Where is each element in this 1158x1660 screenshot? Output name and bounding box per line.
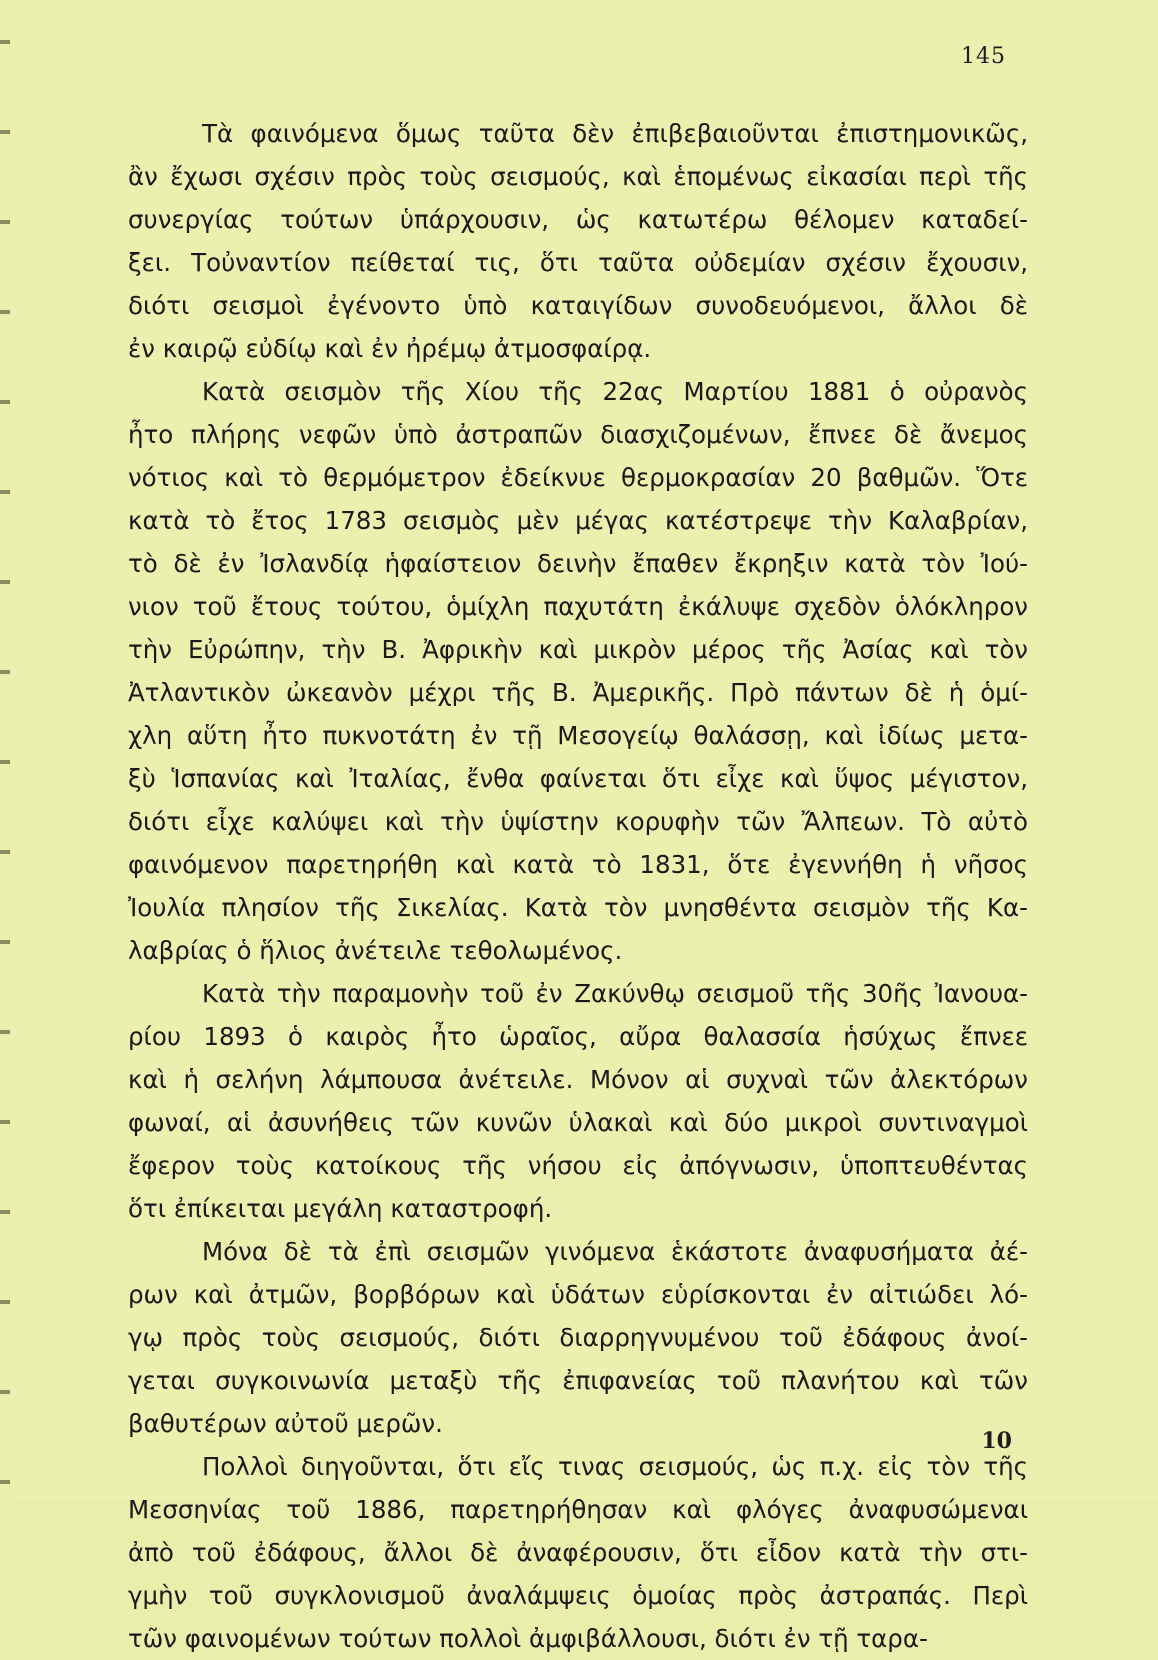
text-line: ἐν καιρῷ εὐδίῳ καὶ ἐν ἠρέμῳ ἀτμοσφαίρᾳ. bbox=[128, 334, 652, 363]
text-line: βαθυτέρων αὐτοῦ μερῶν. bbox=[128, 1409, 443, 1438]
text-line: Μόνα δὲ τὰ ἐπὶ σεισμῶν γινόμενα ἑκάστοτε ἀναφυσήματα ἀέ- bbox=[202, 1237, 1028, 1266]
paragraph bbox=[128, 972, 1028, 1230]
text-line: Ἀτλαντικὸν ὠκεανὸν μέχρι τῆς Β. Ἀμερικῆς. Πρὸ πάντων δὲ ἡ ὁμί- bbox=[128, 678, 1028, 707]
text-line: φωναί, αἱ ἀσυνήθεις τῶν κυνῶν ὑλακαὶ καὶ δύο μικροὶ συντιναγμοὶ bbox=[128, 1108, 1028, 1137]
text-line: ἔφερον τοὺς κατοίκους τῆς νήσου εἰς ἀπόγνωσιν, ὑποπτευθέντας bbox=[128, 1151, 1028, 1180]
text-line: Πολλοὶ διηγοῦνται, ὅτι εἴς τινας σεισμούς, ὡς π.χ. εἰς τὸν τῆς bbox=[202, 1452, 1028, 1481]
text-line: φαινόμενον παρετηρήθη καὶ κατὰ τὸ 1831, ὅτε ἐγεννήθη ἡ νῆσος bbox=[128, 850, 1028, 879]
page-number: 145 bbox=[961, 44, 1006, 69]
text-line: Κατὰ τὴν παραμονὴν τοῦ ἐν Ζακύνθῳ σεισμοῦ τῆς 30ῆς Ἰανουα- bbox=[202, 979, 1028, 1008]
text-line: Ἰουλία πλησίον τῆς Σικελίας. Κατὰ τὸν μνησθέντα σεισμὸν τῆς Κα- bbox=[128, 893, 1028, 922]
signature-mark: 10 bbox=[981, 1428, 1012, 1454]
text-line: διότι εἶχε καλύψει καὶ τὴν ὑψίστην κορυφὴν τῶν Ἄλπεων. Τὸ αὐτὸ bbox=[128, 807, 1028, 836]
text-line: ἀπὸ τοῦ ἐδάφους, ἄλλοι δὲ ἀναφέρουσιν, ὅτι εἶδον κατὰ τὴν στι- bbox=[128, 1538, 1028, 1567]
text-line: ρίου 1893 ὁ καιρὸς ἦτο ὡραῖος, αὔρα θαλασσία ἡσύχως ἔπνεε bbox=[128, 1022, 1028, 1051]
text-line: ὅτι ἐπίκειται μεγάλη καταστροφή. bbox=[128, 1194, 553, 1223]
text-line: Μεσσηνίας τοῦ 1886, παρετηρήθησαν καὶ φλόγες ἀναφυσώμεναι bbox=[128, 1495, 1028, 1524]
text-line: κατὰ τὸ ἔτος 1783 σεισμὸς μὲν μέγας κατέστρεψε τὴν Καλαβρίαν, bbox=[128, 506, 1028, 535]
text-line: τὴν Εὐρώπην, τὴν Β. Ἀφρικὴν καὶ μικρὸν μέρος τῆς Ἀσίας καὶ τὸν bbox=[128, 635, 1028, 664]
text-line: γμὴν τοῦ συγκλονισμοῦ ἀναλάμψεις ὁμοίας πρὸς ἀστραπάς. Περὶ bbox=[128, 1581, 1028, 1610]
text-line: γεται συγκοινωνία μεταξὺ τῆς ἐπιφανείας τοῦ πλανήτου καὶ τῶν bbox=[128, 1366, 1028, 1395]
text-line: λαβρίας ὁ ἥλιος ἀνέτειλε τεθολωμένος. bbox=[128, 936, 623, 965]
page-body bbox=[128, 112, 1028, 1660]
paragraph bbox=[128, 1445, 1028, 1660]
paragraph bbox=[128, 112, 1028, 370]
text-line: γῳ πρὸς τοὺς σεισμούς, διότι διαρρηγνυμένου τοῦ ἐδάφους ἀνοί- bbox=[128, 1323, 1028, 1352]
text-line: νιον τοῦ ἔτους τούτου, ὁμίχλη παχυτάτη ἐκάλυψε σχεδὸν ὁλόκληρον bbox=[128, 592, 1028, 621]
text-line: ξὺ Ἱσπανίας καὶ Ἰταλίας, ἔνθα φαίνεται ὅτι εἶχε καὶ ὕψος μέγιστον, bbox=[128, 764, 1028, 793]
text-line: Τὰ φαινόμενα ὅμως ταῦτα δὲν ἐπιβεβαιοῦνται ἐπιστημονικῶς, bbox=[202, 119, 1028, 148]
text-line: συνεργίας τούτων ὑπάρχουσιν, ὡς κατωτέρω θέλομεν καταδεί- bbox=[128, 205, 1028, 234]
paragraph bbox=[128, 1230, 1028, 1445]
text-line: ἂν ἔχωσι σχέσιν πρὸς τοὺς σεισμούς, καὶ ἑπομένως εἰκασίαι περὶ τῆς bbox=[128, 162, 1028, 191]
text-line: χλη αὕτη ἦτο πυκνοτάτη ἐν τῇ Μεσογείῳ θαλάσσῃ, καὶ ἰδίως μετα- bbox=[128, 721, 1028, 750]
page-left-edge bbox=[0, 0, 10, 1500]
text-line: ρων καὶ ἀτμῶν, βορβόρων καὶ ὑδάτων εὑρίσκονται ἐν αἰτιώδει λό- bbox=[128, 1280, 1028, 1309]
text-line: ξει. Τοὐναντίον πείθεταί τις, ὅτι ταῦτα οὐδεμίαν σχέσιν ἔχουσιν, bbox=[128, 248, 1028, 277]
text-line: καὶ ἡ σελήνη λάμπουσα ἀνέτειλε. Μόνον αἱ συχναὶ τῶν ἀλεκτόρων bbox=[128, 1065, 1028, 1094]
text-line: τὸ δὲ ἐν Ἰσλανδίᾳ ἡφαίστειον δεινὴν ἔπαθεν ἔκρηξιν κατὰ τὸν Ἰού- bbox=[128, 549, 1028, 578]
text-line: Κατὰ σεισμὸν τῆς Χίου τῆς 22ας Μαρτίου 1881 ὁ οὐρανὸς bbox=[202, 377, 1028, 406]
text-line: νότιος καὶ τὸ θερμόμετρον ἐδείκνυε θερμοκρασίαν 20 βαθμῶν. Ὅτε bbox=[128, 463, 1028, 492]
text-line: ἦτο πλήρης νεφῶν ὑπὸ ἀστραπῶν διασχιζομένων, ἔπνεε δὲ ἄνεμος bbox=[128, 420, 1028, 449]
text-line: διότι σεισμοὶ ἐγένοντο ὑπὸ καταιγίδων συνοδευόμενοι, ἄλλοι δὲ bbox=[128, 291, 1028, 320]
text-line: τῶν φαινομένων τούτων πολλοὶ ἀμφιβάλλουσι, διότι ἐν τῇ ταρα- bbox=[128, 1624, 928, 1653]
paragraph bbox=[128, 370, 1028, 972]
